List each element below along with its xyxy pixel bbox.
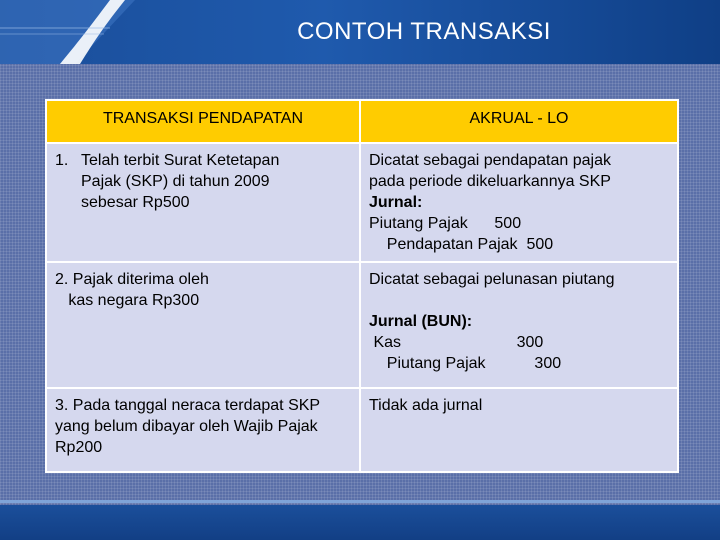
row3-transaction-cell xyxy=(46,388,360,472)
row3-accrual-cell xyxy=(360,388,678,472)
row2-transaction-cell xyxy=(46,262,360,388)
row2-right-line: Dicatat sebagai pelunasan piutang xyxy=(369,271,615,288)
row1-right-line: Piutang Pajak 500 xyxy=(369,215,522,232)
table-header-row xyxy=(46,100,678,143)
row1-right-line: Dicatat sebagai pendapatan pajak xyxy=(369,152,611,169)
row3-right-line: Tidak ada jurnal xyxy=(369,397,483,414)
row1-number: 1. xyxy=(55,152,69,169)
page-title: CONTOH TRANSAKSI xyxy=(297,18,551,45)
header-transaksi-pendapatan: TRANSAKSI PENDAPATAN xyxy=(46,100,360,143)
row1-accrual-cell xyxy=(360,143,678,262)
row1-left-line: sebesar Rp500 xyxy=(81,194,190,211)
title-bar xyxy=(0,0,720,64)
table-row xyxy=(46,388,678,472)
row2-left-line: 2. Pajak diterima oleh xyxy=(55,271,209,288)
row2-right-line: Kas 300 xyxy=(369,334,544,351)
row3-left-line: 3. Pada tanggal neraca terdapat SKP xyxy=(55,397,321,414)
row1-transaction-cell xyxy=(46,143,360,262)
row3-left-line: yang belum dibayar oleh Wajib Pajak xyxy=(55,418,318,435)
header-akrual-lo: AKRUAL - LO xyxy=(360,100,678,143)
row2-journal-label: Jurnal (BUN): xyxy=(369,313,473,330)
table-row xyxy=(46,143,678,262)
row1-left-line: Telah terbit Surat Ketetapan xyxy=(81,152,280,169)
row2-accrual-cell xyxy=(360,262,678,388)
footer-band xyxy=(0,505,720,540)
table-row xyxy=(46,262,678,388)
row2-spacer-line xyxy=(369,290,669,311)
row2-right-line: Piutang Pajak 300 xyxy=(369,355,562,372)
row1-left-line: Pajak (SKP) di tahun 2009 xyxy=(81,173,270,190)
row1-right-line: pada periode dikeluarkannya SKP xyxy=(369,173,611,190)
row2-left-line: kas negara Rp300 xyxy=(55,292,200,309)
row1-journal-label: Jurnal: xyxy=(369,194,423,211)
footer-divider xyxy=(0,500,720,503)
row3-left-line: Rp200 xyxy=(55,439,103,456)
row1-right-line: Pendapatan Pajak 500 xyxy=(369,236,554,253)
transaction-table xyxy=(45,99,679,473)
